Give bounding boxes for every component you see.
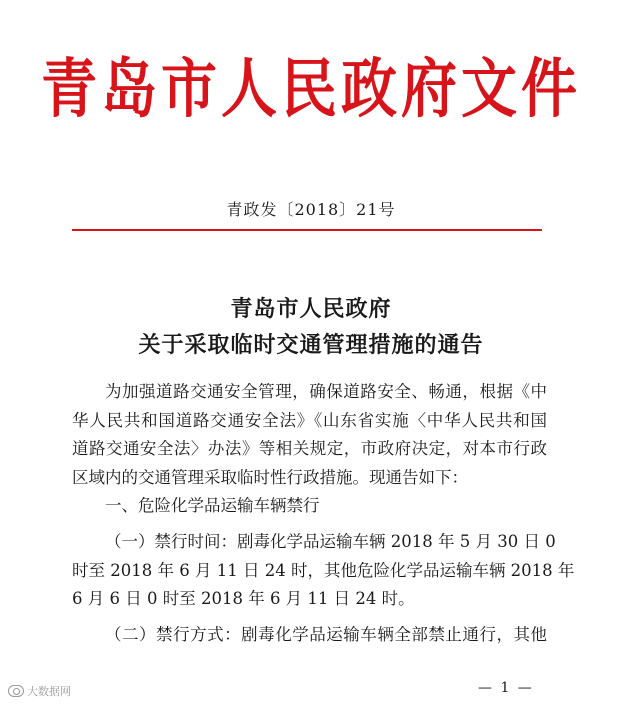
- watermark: [8, 683, 71, 699]
- watermark-text: 大数据网: [27, 685, 71, 698]
- notice-title-line-2: 关于采取临时交通管理措施的通告: [138, 333, 484, 358]
- item1-line: （一）禁行时间：剧毒化学品运输车辆 2018 年 5 月 30 日 0: [105, 531, 556, 551]
- red-divider-line: [72, 229, 542, 231]
- intro-line: 道路交通安全法〉办法》等相关规定，市政府决定，对本市行政: [72, 439, 547, 459]
- intro-line: 区域内的交通管理采取临时性行政措施。现通告如下：: [72, 467, 468, 487]
- item1-line: 时至 2018 年 6 月 11 日 24 时，其他危险化学品运输车辆 2018 年: [72, 560, 575, 580]
- intro-line: 为加强道路交通安全管理，确保道路安全、畅通，根据《中: [105, 382, 547, 401]
- notice-body: [72, 378, 575, 649]
- notice-title-line-1: 青岛市人民政府: [230, 297, 392, 322]
- page-number: — 1 —: [478, 680, 534, 696]
- masthead-title: 青岛市人民政府文件: [41, 52, 581, 127]
- item2-line: （二）禁行方式：剧毒化学品运输车辆全部禁止通行，其他: [105, 624, 547, 644]
- watermark-logo-icon: [8, 685, 24, 697]
- document-number: 青政发〔2018〕21号: [226, 200, 396, 219]
- intro-line: 华人民共和国道路交通安全法》《山东省实施〈中华人民共和国: [72, 410, 547, 430]
- section-heading: 一、危险化学品运输车辆禁行: [105, 496, 320, 516]
- item1-line: 6 月 6 日 0 时至 2018 年 6 月 11 日 24 时。: [72, 589, 415, 609]
